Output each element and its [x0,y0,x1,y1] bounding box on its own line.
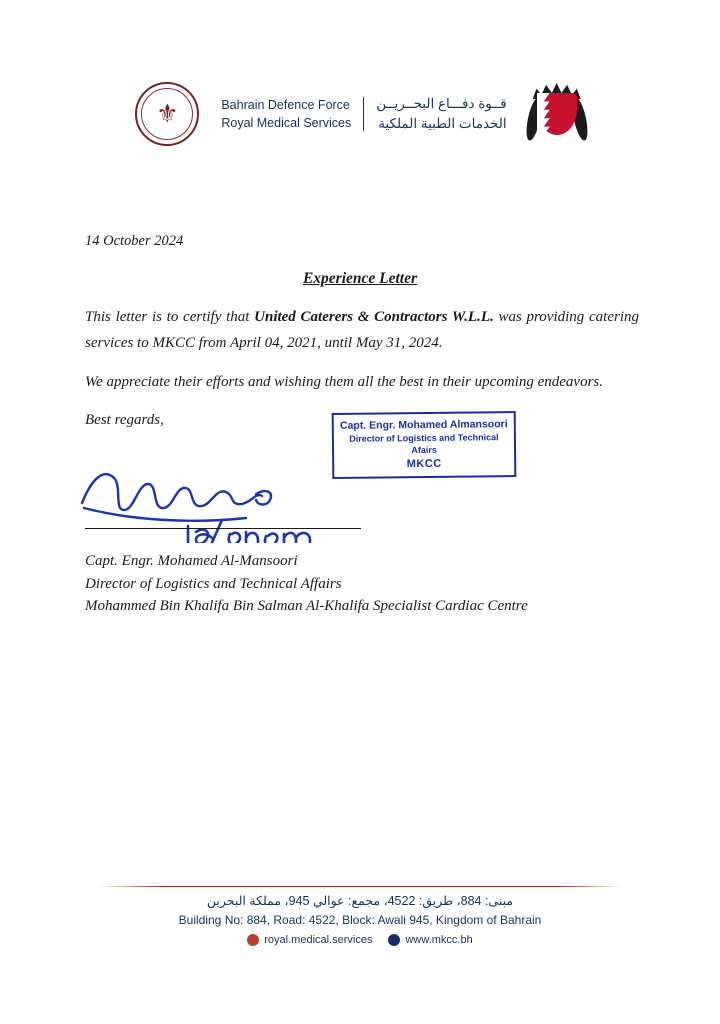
letterhead-english-line1: Bahrain Defence Force [221,97,350,112]
signature-line [85,528,361,529]
bdf-medical-crest-icon [135,82,199,146]
letterhead-arabic-line1: قــوة دفـــاع البحــريــن [376,96,507,112]
bahrain-royal-emblem-icon [529,83,585,145]
letterhead-arabic [376,94,506,133]
company-name: United Caterers & Contractors W.L.L. [254,309,494,325]
letterhead-english [221,96,351,132]
stamp-line-2: Director of Logistics and Technical Afairs [349,432,499,456]
official-stamp [332,411,517,479]
paragraph-1-pre: This letter is to certify that [85,309,255,325]
instagram-handle: royal.medical.services [264,934,373,947]
footer-address-english: Building No: 884, Road: 4522, Block: Awali 945, Kingdom of Bahrain [178,913,542,927]
page-title: Experience Letter [302,270,418,287]
letterhead-english-line2: Royal Medical Services [221,116,352,130]
website-url: www.mkcc.bh [405,934,473,947]
signatory-title: Director of Logistics and Technical Affairs [85,575,342,592]
letter-paragraph-2: We appreciate their efforts and wishing them all the best in their upcoming endeavors. [85,374,603,390]
letter-closing: Best regards, [85,412,164,428]
letter-date: 14 October 2024 [85,233,184,249]
instagram-icon [247,934,259,946]
letterhead-divider [363,97,364,131]
signatory-organization: Mohammed Bin Khalifa Bin Salman Al-Khalifa Specialist Cardiac Centre [85,598,528,614]
footer-address-arabic: مبنى: 884، طريق: 4522، مجمع: عوالي 945، مملكة البحرين [206,894,514,908]
instagram-link[interactable] [247,934,372,946]
stamp-line-3: MKCC [406,458,442,471]
signatory-name: Capt. Engr. Mohamed Al-Mansoori [85,553,298,569]
letterhead-arabic-line2: الخدمات الطبية الملكية [378,116,507,131]
emblem-shield [537,93,577,135]
letterhead-text [221,94,506,133]
stamp-line-1: Capt. Engr. Mohamed Almansoori [339,418,508,432]
globe-icon [388,934,400,946]
website-link[interactable] [388,934,472,946]
signatory-block [85,550,528,618]
footer [0,891,720,946]
footer-divider [97,886,623,887]
letterhead [0,74,720,154]
crest-glyph: ⚜ [156,100,179,128]
letter-paragraph-1 [85,305,639,356]
paragraph-1-post: was providing catering services to MKCC from April 04, 2021, until May 31, 2024. [85,309,639,351]
footer-contact [0,934,720,946]
